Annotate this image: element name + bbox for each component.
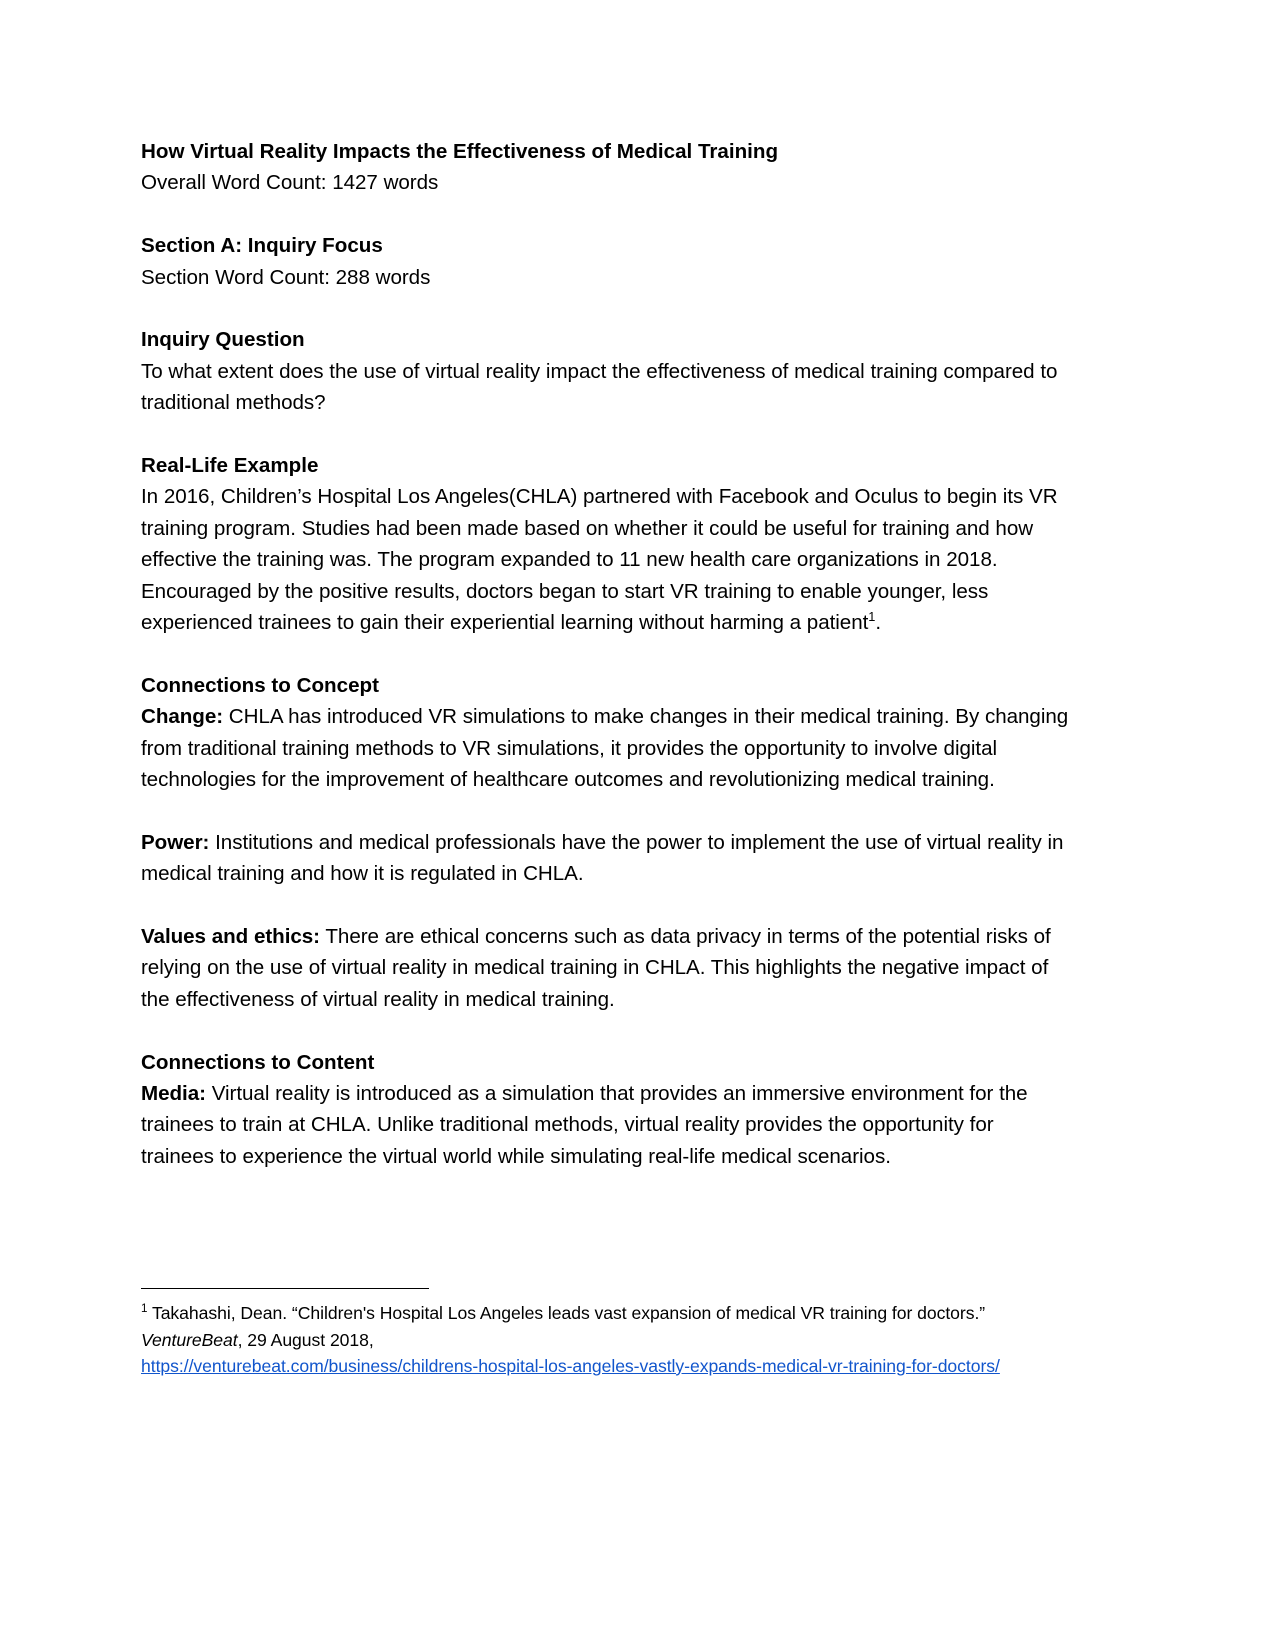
content-item-media bbox=[141, 1078, 1071, 1172]
real-life-example-text: In 2016, Children’s Hospital Los Angeles(CHLA) partnered with Facebook and Oculus to begin its VR training program. Studies had been made based on whether it could be useful for training and how effective the training was. The program expanded to 11 new health care organizations in 2018. Encouraged by the positive results, doctors began to start VR training to enable younger, less experienced trainees to gain their experiential learning without harming a patient bbox=[141, 485, 1058, 635]
content-item-media-label: Media: bbox=[141, 1082, 206, 1106]
inquiry-question-heading: Inquiry Question bbox=[141, 328, 305, 352]
paragraph-spacer bbox=[141, 795, 1071, 826]
concept-item-values-and-ethics-label: Values and ethics: bbox=[141, 925, 320, 949]
concept-item-change-label: Change: bbox=[141, 705, 224, 729]
connections-to-concept-heading: Connections to Concept bbox=[141, 673, 379, 697]
paragraph-spacer bbox=[141, 1015, 1071, 1046]
paragraph-spacer bbox=[141, 293, 1071, 324]
footnote-entry bbox=[141, 1300, 1071, 1380]
concept-item-change-body: CHLA has introduced VR simulations to make changes in their medical training. By changing from traditional training methods to VR simulations, it provides the opportunity to involve digital technologies for the improvement of healthcare outcomes and revolutionizing medical training. bbox=[141, 705, 1069, 792]
footnote-citation-date: , 29 August 2018, bbox=[237, 1329, 374, 1350]
footnote-citation-text: Takahashi, Dean. “Children's Hospital Los Angeles leads vast expansion of medical VR training for doctors.” bbox=[147, 1303, 986, 1323]
paragraph-spacer bbox=[141, 638, 1071, 669]
concept-item-values-and-ethics-body: There are ethical concerns such as data privacy in terms of the potential risks of relying on the use of virtual reality in medical training in CHLA. This highlights the negative impact of the effectiveness of virtual reality in medical training. bbox=[141, 925, 1051, 1011]
concept-item-power-label: Power: bbox=[141, 830, 210, 854]
footnote-number: 1 bbox=[141, 1302, 148, 1316]
real-life-example-heading: Real-Life Example bbox=[141, 454, 319, 478]
section-a-word-count: Section Word Count: 288 words bbox=[141, 265, 431, 289]
paragraph-spacer bbox=[141, 419, 1071, 450]
concept-item-power bbox=[141, 827, 1071, 890]
section-a-heading: Section A: Inquiry Focus bbox=[141, 234, 383, 258]
paragraph-spacer bbox=[141, 199, 1071, 230]
page-title: How Virtual Reality Impacts the Effectiveness of Medical Training bbox=[141, 140, 779, 163]
footnote-reference-marker[interactable]: 1 bbox=[868, 609, 876, 625]
concept-item-change bbox=[141, 701, 1071, 795]
connections-to-content-heading: Connections to Content bbox=[141, 1050, 375, 1074]
overall-word-count: Overall Word Count: 1427 words bbox=[141, 171, 439, 195]
content-item-media-body: Virtual reality is introduced as a simulation that provides an immersive environment for the trainees to train at CHLA. Unlike traditional methods, virtual reality provides the opportunity for trainees to experience the virtual world while simulating real-life medical scenarios. bbox=[141, 1082, 1028, 1168]
footnote-area bbox=[141, 1288, 1071, 1380]
real-life-example-body bbox=[141, 481, 1071, 638]
real-life-example-text-tail: . bbox=[875, 611, 882, 635]
footnote-url-link[interactable]: https://venturebeat.com/business/childrens-hospital-los-angeles-vastly-expands-medical-vr-training-for-doctors/ bbox=[141, 1356, 1000, 1376]
document-body bbox=[141, 136, 1071, 1172]
concept-item-values-and-ethics bbox=[141, 921, 1071, 1015]
footnote-separator-rule bbox=[141, 1288, 429, 1289]
footnote-source-name: VentureBeat bbox=[141, 1329, 238, 1350]
paragraph-spacer bbox=[141, 890, 1071, 921]
concept-item-power-body: Institutions and medical professionals have the power to implement the use of virtual reality in medical training and how it is regulated in CHLA. bbox=[141, 830, 1064, 886]
inquiry-question-body: To what extent does the use of virtual reality impact the effectiveness of medical training compared to traditional methods? bbox=[141, 359, 1058, 415]
